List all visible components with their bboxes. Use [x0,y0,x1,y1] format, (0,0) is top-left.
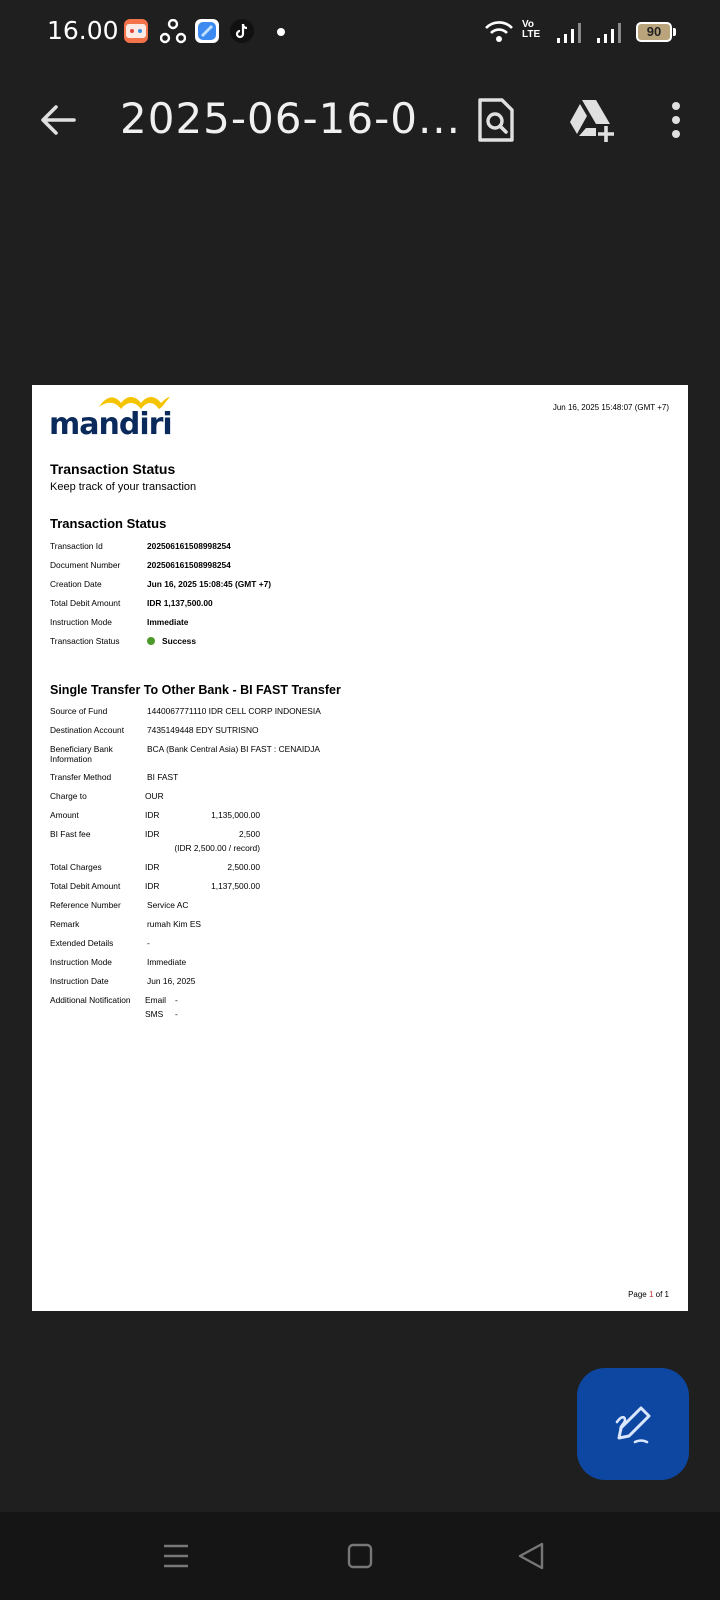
total-debit-amount-value: 1,137,500.00 [211,881,260,891]
page-subheading: Keep track of your transaction [50,481,197,493]
destination-account-value: 7435149448 EDY SUTRISNO [147,725,259,735]
home-icon[interactable] [340,1536,380,1576]
transfer-section-title: Single Transfer To Other Bank - BI FAST Transfer [50,683,341,697]
email-label: Email [145,995,166,1005]
row-label: Beneficiary Bank Information [50,744,113,764]
row-label: Instruction Mode [50,957,112,967]
wifi-icon [484,20,514,44]
row-label: Total Debit Amount [50,598,121,608]
row-label: Document Number [50,560,121,570]
row-label: Instruction Date [50,976,109,986]
row-label: Reference Number [50,900,121,910]
fee-currency: IDR [145,829,160,839]
fee-value: 2,500 [239,829,260,839]
row-label: Transaction Status [50,636,120,646]
printed-timestamp: Jun 16, 2025 15:48:07 (GMT +7) [552,403,669,412]
amount-currency: IDR [145,810,160,820]
amount-value: 1,135,000.00 [211,810,260,820]
total-charges-value: 2,500.00 [227,862,260,872]
beneficiary-bank-value: BCA (Bank Central Asia) BI FAST : CENAIDJA [147,744,320,754]
tiktok-icon [230,19,254,43]
transaction-status-value [147,636,196,646]
row-label: Total Debit Amount [50,881,121,891]
back-arrow-icon[interactable] [36,98,80,142]
fee-note: (IDR 2,500.00 / record) [174,843,260,853]
row-label: Creation Date [50,579,102,589]
notification-dot [277,28,285,36]
row-label: Amount [50,810,79,820]
instruction-date-value: Jun 16, 2025 [147,976,196,986]
email-value: - [175,995,178,1005]
charge-to-value: OUR [145,791,164,801]
row-label: Transaction Id [50,541,103,551]
doc-search-icon[interactable] [474,96,518,144]
status-time: 16.00 [47,16,119,45]
document-number-value: 202506161508998254 [147,560,231,570]
game-app-icon [124,19,148,43]
signal-icon-2 [596,22,622,44]
row-label: Total Charges [50,862,102,872]
system-nav-bar [0,1512,720,1600]
row-label: Extended Details [50,938,114,948]
reference-number-value: Service AC [147,900,189,910]
pdf-page[interactable] [32,385,688,1311]
battery-icon [636,22,672,42]
remark-value: rumah Kim ES [147,919,201,929]
extended-details-value: - [147,938,150,948]
mandiri-logo [49,393,174,441]
document-title: 2025-06-16-0... [120,94,462,143]
files-app-icon [195,19,219,43]
logo-text: mandiri [49,407,172,442]
status-bar [0,0,720,64]
creation-date-value: Jun 16, 2025 15:08:45 (GMT +7) [147,579,272,589]
edit-fab-button[interactable] [577,1368,689,1480]
row-label: Instruction Mode [50,617,112,627]
transaction-id-value: 202506161508998254 [147,541,231,551]
row-label: Transfer Method [50,772,112,782]
row-label: Charge to [50,791,87,801]
row-label: Destination Account [50,725,125,735]
top-app-bar [0,64,720,174]
row-label: Remark [50,919,80,929]
more-vert-icon[interactable] [664,96,688,144]
volte-icon: Vo LTE [522,19,541,40]
total-debit-value: IDR 1,137,500.00 [147,598,213,608]
status-badge: Success [162,636,196,646]
battery-level: 90 [646,24,662,39]
page-number: 1 [648,1290,654,1299]
source-of-fund-value: 1440067771110 IDR CELL CORP INDONESIA [147,706,321,716]
share-app-icon [160,19,184,43]
page-heading: Transaction Status [50,461,176,477]
row-label: Additional Notification [50,995,131,1005]
status-section-title: Transaction Status [50,516,167,531]
debit-currency: IDR [145,881,160,891]
battery-cap [673,28,676,36]
charges-currency: IDR [145,862,160,872]
back-icon[interactable] [512,1536,552,1576]
page-prefix: Page [628,1290,649,1299]
menu-icon[interactable] [156,1536,196,1576]
page-indicator [628,1290,669,1299]
transfer-method-value: BI FAST [147,772,179,782]
drive-add-icon[interactable] [566,96,616,144]
sms-label: SMS [145,1009,164,1019]
row-label: Source of Fund [50,706,108,716]
page-suffix: of 1 [653,1290,669,1299]
sms-value: - [175,1009,178,1019]
edit-pen-icon [611,1402,655,1446]
signal-icon [556,22,582,44]
instruction-mode-value: Immediate [147,617,189,627]
instruction-mode-value-2: Immediate [147,957,187,967]
success-status-icon [147,637,155,645]
row-label: BI Fast fee [50,829,91,839]
